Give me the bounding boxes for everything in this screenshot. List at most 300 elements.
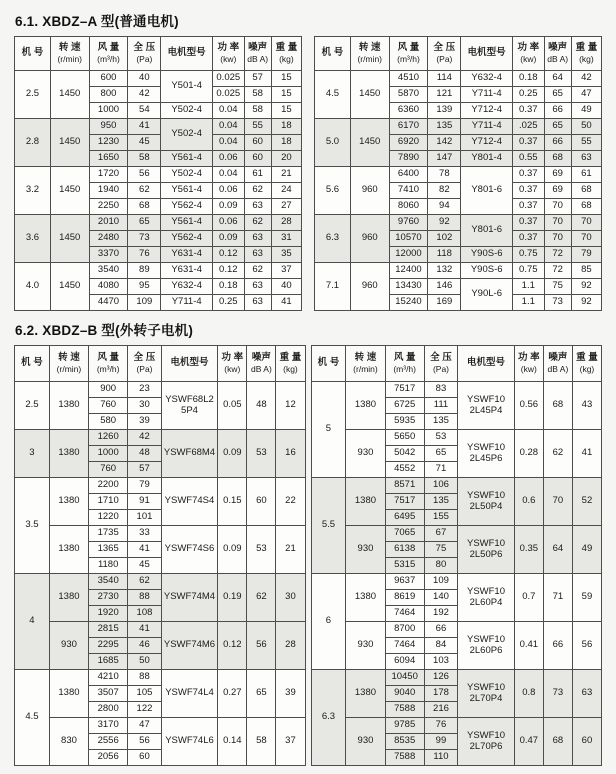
col-header-air-volume (389, 37, 428, 71)
header-line-1: 噪声 (548, 351, 568, 363)
cell-motor-model: Y561-4 (161, 215, 213, 231)
cell-air-volume: 10570 (389, 231, 428, 247)
cell-air-volume: 2480 (89, 231, 128, 247)
col-header-speed (49, 346, 88, 382)
cell-weight: 15 (271, 71, 301, 87)
col-header-weight (571, 37, 601, 71)
header-line-2: (kg) (279, 53, 294, 64)
table-row (311, 718, 602, 734)
cell-total-pressure: 30 (128, 398, 161, 414)
cell-total-pressure: 46 (128, 638, 161, 654)
cell-motor-model: Y711-4 (461, 87, 513, 103)
col-header-power (513, 37, 545, 71)
cell-speed: 1450 (50, 71, 89, 119)
cell-motor-model: Y632-4 (461, 71, 513, 87)
cell-air-volume: 1260 (89, 430, 128, 446)
col-header-motor-model (161, 346, 218, 382)
cell-total-pressure: 65 (424, 446, 457, 462)
cell-motor-model: YSWF68M4 (161, 430, 218, 478)
cell-total-pressure: 83 (424, 382, 457, 398)
cell-power: 1.1 (513, 279, 545, 295)
cell-total-pressure: 118 (428, 247, 461, 263)
header-line-1: 重 量 (575, 41, 598, 53)
cell-machine-no: 7.1 (315, 263, 351, 311)
cell-speed: 1380 (346, 670, 385, 718)
cell-motor-model: Y561-4 (161, 151, 213, 167)
cell-noise: 60 (247, 478, 276, 526)
cell-power: 0.37 (513, 183, 545, 199)
cell-power: 0.09 (218, 430, 247, 478)
cell-total-pressure: 155 (424, 510, 457, 526)
header-line-1: 转 速 (58, 351, 80, 363)
cell-weight: 15 (271, 103, 301, 119)
cell-air-volume: 8535 (385, 734, 424, 750)
cell-speed: 930 (346, 718, 385, 766)
cell-noise: 66 (543, 622, 572, 670)
cell-weight: 18 (271, 135, 301, 151)
cell-total-pressure: 41 (128, 119, 161, 135)
cell-power: 0.19 (218, 574, 247, 622)
cell-machine-no: 2.8 (15, 119, 51, 167)
cell-total-pressure: 68 (128, 199, 161, 215)
cell-weight: 31 (271, 231, 301, 247)
cell-total-pressure: 78 (428, 167, 461, 183)
cell-air-volume: 2200 (89, 478, 128, 494)
cell-air-volume: 2730 (89, 590, 128, 606)
table-row (15, 430, 306, 446)
cell-air-volume: 6495 (385, 510, 424, 526)
spec-table-a-left (14, 36, 302, 311)
cell-power: 0.14 (218, 718, 247, 766)
header-line-2: dB A) (547, 53, 569, 64)
cell-weight: 12 (276, 382, 305, 430)
cell-noise: 61 (244, 167, 271, 183)
col-header-machine-no (15, 346, 50, 382)
header-line-1: 全 压 (133, 41, 156, 53)
header-line-2: (kw) (220, 53, 237, 64)
cell-total-pressure: 76 (128, 247, 161, 263)
col-header-air-volume (89, 37, 128, 71)
header-line-2: (kg) (579, 53, 594, 64)
cell-noise: 72 (544, 263, 571, 279)
cell-power: 0.27 (218, 670, 247, 718)
cell-weight: 27 (271, 199, 301, 215)
cell-noise: 72 (544, 247, 571, 263)
cell-machine-no: 3.2 (15, 167, 51, 215)
cell-noise: 69 (544, 167, 571, 183)
cell-weight: 28 (271, 215, 301, 231)
spec-table-a-right (314, 36, 602, 311)
cell-power: 0.12 (213, 263, 245, 279)
cell-noise: 64 (543, 526, 572, 574)
cell-total-pressure: 73 (128, 231, 161, 247)
cell-weight: 79 (571, 247, 601, 263)
cell-noise: 62 (244, 263, 271, 279)
cell-machine-no: 3.6 (15, 215, 51, 263)
cell-power: 0.09 (213, 231, 245, 247)
cell-total-pressure: 62 (128, 574, 161, 590)
header-line-2: (Pa) (136, 363, 153, 374)
col-header-noise (544, 37, 571, 71)
cell-noise: 53 (247, 526, 276, 574)
cell-motor-model: Y801-6 (461, 167, 513, 215)
header-line-1: 电机型号 (170, 357, 209, 369)
header-line-1: 重 量 (279, 351, 302, 363)
cell-power: 0.41 (514, 622, 543, 670)
cell-power: 0.37 (513, 135, 545, 151)
cell-air-volume: 2815 (89, 622, 128, 638)
cell-air-volume: 5935 (385, 414, 424, 430)
cell-noise: 65 (544, 87, 571, 103)
cell-total-pressure: 95 (128, 279, 161, 295)
cell-weight: 30 (276, 574, 305, 622)
cell-noise: 60 (244, 135, 271, 151)
header-line-1: 全 压 (430, 351, 452, 363)
cell-air-volume: 9760 (389, 215, 428, 231)
cell-noise: 62 (247, 574, 276, 622)
cell-total-pressure: 192 (424, 606, 457, 622)
cell-air-volume: 4210 (89, 670, 128, 686)
cell-power: 0.37 (513, 215, 545, 231)
header-row (311, 346, 602, 382)
header-line-1: 转 速 (358, 41, 381, 53)
cell-noise: 56 (247, 622, 276, 670)
cell-air-volume: 800 (89, 87, 128, 103)
header-line-2: dB A) (547, 363, 569, 374)
cell-air-volume: 7410 (389, 183, 428, 199)
col-header-speed (346, 346, 385, 382)
col-header-speed (350, 37, 389, 71)
cell-motor-model: Y631-4 (161, 247, 213, 263)
cell-noise: 73 (544, 295, 571, 311)
cell-air-volume: 8060 (389, 199, 428, 215)
cell-air-volume: 600 (89, 71, 128, 87)
header-line-1: 风 量 (393, 351, 416, 363)
cell-power: 0.56 (514, 382, 543, 430)
cell-motor-model: YSWF10 2L60P4 (458, 574, 515, 622)
cell-machine-no: 3.5 (15, 478, 50, 574)
cell-noise: 68 (543, 382, 572, 430)
header-line-1: 噪声 (251, 351, 271, 363)
cell-total-pressure: 58 (128, 151, 161, 167)
cell-total-pressure: 135 (424, 414, 457, 430)
cell-power: 0.04 (213, 119, 245, 135)
cell-noise: 68 (543, 718, 572, 766)
cell-air-volume: 1710 (89, 494, 128, 510)
cell-total-pressure: 60 (128, 750, 161, 766)
cell-weight: 35 (271, 247, 301, 263)
cell-power: 0.35 (514, 526, 543, 574)
table-row (311, 622, 602, 638)
header-line-1: 电机型号 (466, 357, 505, 369)
cell-total-pressure: 53 (424, 430, 457, 446)
cell-air-volume: 760 (89, 398, 128, 414)
cell-total-pressure: 142 (428, 135, 461, 151)
header-line-1: 风 量 (97, 351, 119, 363)
cell-motor-model: Y90S-6 (461, 263, 513, 279)
col-header-weight (271, 37, 301, 71)
header-line-2: (r/min) (353, 363, 378, 374)
header-line-1: 机 号 (21, 47, 44, 59)
cell-noise: 63 (244, 231, 271, 247)
cell-power: 0.12 (213, 247, 245, 263)
cell-power: 0.6 (514, 478, 543, 526)
cell-speed: 1380 (346, 478, 385, 526)
cell-air-volume: 4080 (89, 279, 128, 295)
cell-total-pressure: 109 (128, 295, 161, 311)
cell-speed: 930 (346, 622, 385, 670)
cell-motor-model: Y562-4 (161, 231, 213, 247)
cell-power: 0.37 (513, 103, 545, 119)
cell-weight: 70 (571, 231, 601, 247)
cell-total-pressure: 79 (128, 478, 161, 494)
cell-motor-model: YSWF10 2L45P4 (458, 382, 515, 430)
cell-noise: 62 (244, 183, 271, 199)
cell-power: 0.025 (213, 87, 245, 103)
cell-machine-no: 4 (15, 574, 50, 670)
cell-total-pressure: 40 (128, 71, 161, 87)
cell-total-pressure: 132 (428, 263, 461, 279)
cell-power: 0.37 (513, 199, 545, 215)
cell-weight: 56 (572, 622, 601, 670)
cell-motor-model: YSWF74M6 (161, 622, 218, 670)
cell-air-volume: 9637 (385, 574, 424, 590)
cell-total-pressure: 169 (428, 295, 461, 311)
cell-air-volume: 2800 (89, 702, 128, 718)
cell-power: 0.09 (218, 526, 247, 574)
cell-weight: 68 (571, 183, 601, 199)
cell-machine-no: 4.5 (15, 670, 50, 766)
cell-total-pressure: 75 (424, 542, 457, 558)
header-line-1: 电机型号 (467, 47, 506, 59)
col-header-power (213, 37, 245, 71)
cell-machine-no: 5.6 (315, 167, 351, 215)
cell-air-volume: 7517 (385, 494, 424, 510)
cell-speed: 1450 (50, 167, 89, 215)
cell-weight: 37 (276, 718, 305, 766)
cell-noise: 60 (244, 151, 271, 167)
cell-weight: 68 (571, 199, 601, 215)
cell-total-pressure: 89 (128, 263, 161, 279)
cell-total-pressure: 45 (128, 558, 161, 574)
cell-total-pressure: 99 (424, 734, 457, 750)
cell-weight: 40 (271, 279, 301, 295)
cell-total-pressure: 91 (128, 494, 161, 510)
cell-air-volume: 7065 (385, 526, 424, 542)
cell-air-volume: 7464 (385, 638, 424, 654)
cell-noise: 58 (244, 87, 271, 103)
cell-air-volume: 7464 (385, 606, 424, 622)
col-header-machine-no (15, 37, 51, 71)
header-line-2: dB A) (250, 363, 272, 374)
header-line-1: 重 量 (275, 41, 298, 53)
cell-noise: 65 (247, 670, 276, 718)
col-header-noise (244, 37, 271, 71)
header-line-2: (r/min) (56, 363, 82, 374)
cell-weight: 22 (276, 478, 305, 526)
section-title-a: 6.1. XBDZ–A 型(普通电机) (15, 14, 179, 29)
table-row (311, 574, 602, 590)
cell-speed: 1380 (49, 382, 88, 430)
cell-air-volume: 760 (89, 462, 128, 478)
table-row (315, 215, 602, 231)
cell-weight: 28 (276, 622, 305, 670)
cell-noise: 66 (544, 135, 571, 151)
col-header-motor-model (161, 37, 213, 71)
cell-weight: 85 (571, 263, 601, 279)
cell-motor-model: YSWF74L4 (161, 670, 218, 718)
cell-motor-model: Y502-4 (161, 103, 213, 119)
cell-total-pressure: 42 (128, 87, 161, 103)
cell-air-volume: 5315 (385, 558, 424, 574)
header-line-1: 电机型号 (167, 47, 206, 59)
cell-total-pressure: 84 (424, 638, 457, 654)
cell-weight: 92 (571, 295, 601, 311)
cell-speed: 1380 (49, 526, 88, 574)
cell-motor-model: YSWF10 2L50P6 (458, 526, 515, 574)
table-row (15, 574, 306, 590)
cell-air-volume: 1920 (89, 606, 128, 622)
cell-motor-model: Y501-4 (161, 71, 213, 103)
cell-speed: 1380 (49, 478, 88, 526)
cell-motor-model: YSWF74S4 (161, 478, 218, 526)
cell-motor-model: Y801-4 (461, 151, 513, 167)
col-header-speed (50, 37, 89, 71)
header-line-2: (m³/h) (97, 53, 120, 64)
cell-weight: 63 (572, 670, 601, 718)
cell-air-volume: 2010 (89, 215, 128, 231)
table-row (315, 119, 602, 135)
cell-speed: 930 (346, 526, 385, 574)
cell-weight: 18 (271, 119, 301, 135)
header-line-1: 功 率 (517, 41, 540, 53)
header-line-2: (kw) (520, 363, 537, 374)
cell-air-volume: 4552 (385, 462, 424, 478)
cell-power: 0.04 (213, 103, 245, 119)
cell-air-volume: 2250 (89, 199, 128, 215)
table-row (311, 670, 602, 686)
cell-power: 0.55 (513, 151, 545, 167)
cell-air-volume: 12000 (389, 247, 428, 263)
table-row (15, 718, 306, 734)
cell-weight: 43 (572, 382, 601, 430)
cell-speed: 960 (350, 263, 389, 311)
cell-weight: 92 (571, 279, 601, 295)
cell-power: 1.1 (513, 295, 545, 311)
cell-power: 0.05 (218, 382, 247, 430)
cell-weight: 59 (572, 574, 601, 622)
cell-motor-model: YSWF10 2L70P4 (458, 670, 515, 718)
cell-noise: 73 (543, 670, 572, 718)
cell-power: 0.37 (513, 167, 545, 183)
cell-motor-model: Y561-4 (161, 183, 213, 199)
cell-weight: 50 (571, 119, 601, 135)
cell-noise: 70 (543, 478, 572, 526)
cell-air-volume: 6094 (385, 654, 424, 670)
cell-air-volume: 3507 (89, 686, 128, 702)
header-line-1: 全 压 (433, 41, 456, 53)
cell-total-pressure: 45 (128, 135, 161, 151)
cell-motor-model: Y801-6 (461, 215, 513, 247)
cell-total-pressure: 114 (428, 71, 461, 87)
cell-motor-model: Y562-4 (161, 199, 213, 215)
cell-weight: 63 (571, 151, 601, 167)
cell-air-volume: 9785 (385, 718, 424, 734)
col-header-total-pressure (424, 346, 457, 382)
cell-air-volume: 1720 (89, 167, 128, 183)
cell-noise: 71 (543, 574, 572, 622)
cell-total-pressure: 122 (128, 702, 161, 718)
cell-air-volume: 8619 (385, 590, 424, 606)
cell-machine-no: 2.5 (15, 71, 51, 119)
cell-air-volume: 7517 (385, 382, 424, 398)
cell-weight: 49 (571, 103, 601, 119)
col-header-noise (247, 346, 276, 382)
cell-weight: 49 (572, 526, 601, 574)
header-line-2: (kw) (224, 363, 241, 374)
cell-total-pressure: 108 (128, 606, 161, 622)
cell-power: 0.25 (213, 295, 245, 311)
cell-total-pressure: 139 (428, 103, 461, 119)
cell-air-volume: 6725 (385, 398, 424, 414)
cell-motor-model: YSWF68L2 5P4 (161, 382, 218, 430)
cell-speed: 1450 (50, 215, 89, 263)
cell-motor-model: YSWF10 2L45P6 (458, 430, 515, 478)
cell-air-volume: 7588 (385, 750, 424, 766)
cell-motor-model: Y502-4 (161, 167, 213, 183)
cell-air-volume: 2056 (89, 750, 128, 766)
cell-machine-no: 4.5 (315, 71, 351, 119)
cell-total-pressure: 33 (128, 526, 161, 542)
cell-air-volume: 1735 (89, 526, 128, 542)
table-row (15, 526, 306, 542)
cell-air-volume: 2556 (89, 734, 128, 750)
col-header-total-pressure (428, 37, 461, 71)
cell-air-volume: 1000 (89, 103, 128, 119)
cell-power: 0.15 (218, 478, 247, 526)
header-row (15, 37, 302, 71)
cell-noise: 57 (244, 71, 271, 87)
cell-air-volume: 4470 (89, 295, 128, 311)
cell-air-volume: 5650 (385, 430, 424, 446)
cell-air-volume: 6400 (389, 167, 428, 183)
cell-total-pressure: 109 (424, 574, 457, 590)
cell-noise: 58 (247, 718, 276, 766)
cell-total-pressure: 140 (424, 590, 457, 606)
cell-power: 0.7 (514, 574, 543, 622)
cell-power: 0.12 (218, 622, 247, 670)
cell-power: 0.47 (514, 718, 543, 766)
cell-weight: 39 (276, 670, 305, 718)
header-line-1: 机 号 (321, 47, 344, 59)
header-line-1: 噪声 (248, 41, 268, 53)
cell-air-volume: 1365 (89, 542, 128, 558)
header-row (15, 346, 306, 382)
cell-total-pressure: 111 (424, 398, 457, 414)
header-line-1: 机 号 (317, 357, 340, 369)
col-header-weight (276, 346, 305, 382)
cell-total-pressure: 121 (428, 87, 461, 103)
cell-machine-no: 6.3 (311, 670, 346, 766)
cell-total-pressure: 41 (128, 542, 161, 558)
col-header-machine-no (315, 37, 351, 71)
cell-total-pressure: 135 (424, 494, 457, 510)
header-line-2: (Pa) (136, 53, 153, 64)
cell-air-volume: 8700 (385, 622, 424, 638)
cell-total-pressure: 103 (424, 654, 457, 670)
header-line-1: 转 速 (58, 41, 81, 53)
cell-total-pressure: 71 (424, 462, 457, 478)
